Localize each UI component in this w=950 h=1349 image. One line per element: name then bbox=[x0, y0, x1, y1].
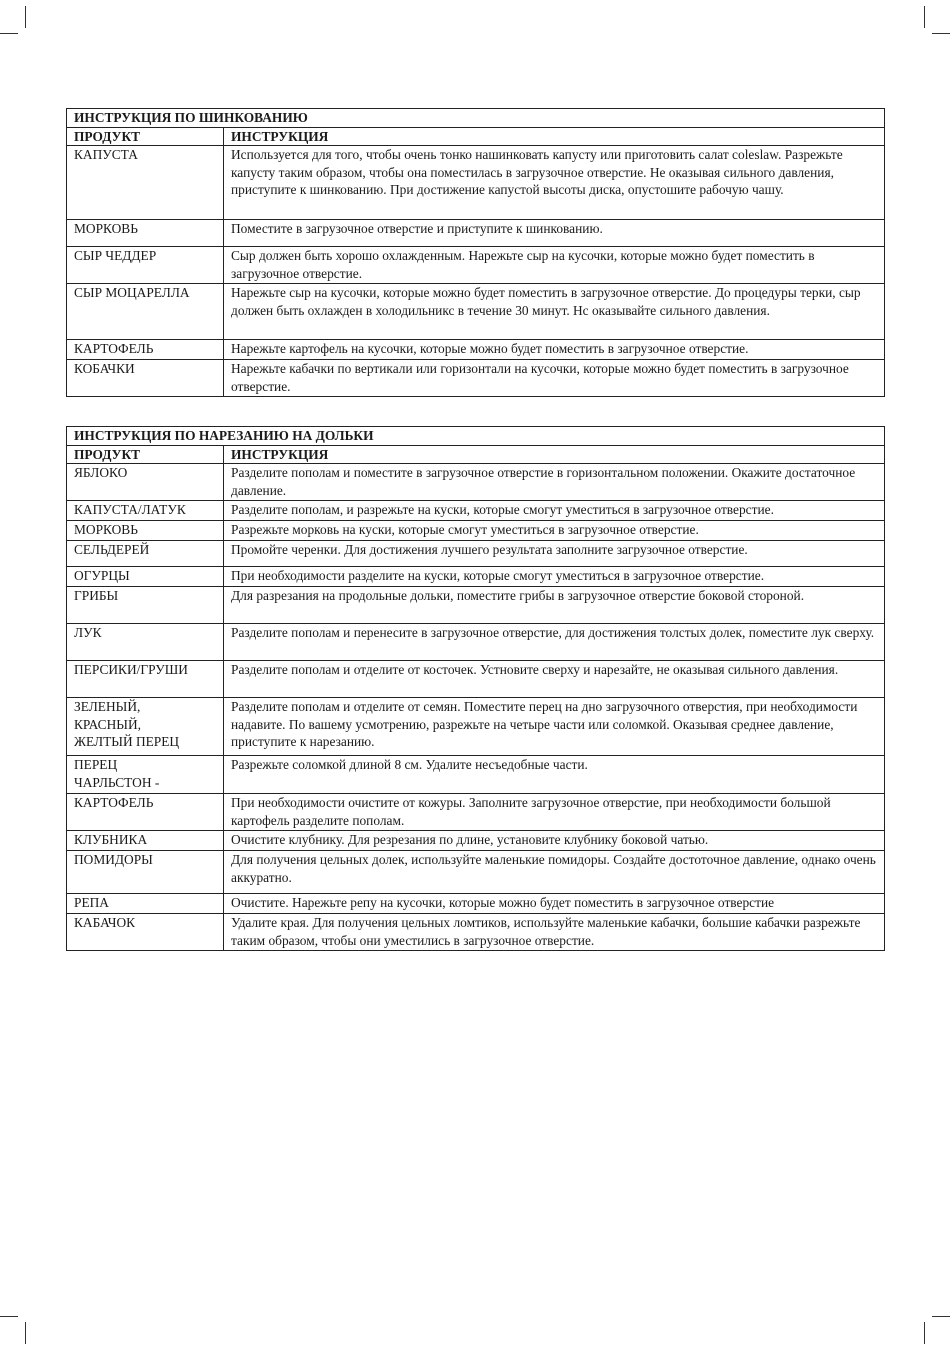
product-cell: ЯБЛОКО bbox=[67, 464, 224, 501]
instruction-cell: Разделите пополам и отделите от семян. Поместите перец на дно загрузочного отверстия, при необходимости надавите. По вашему усмотрению, разрежьте на четыре части или соломкой. Оказывая среднее давление, приступите к нарезанию. bbox=[224, 698, 885, 756]
table-title: ИНСТРУКЦИЯ ПО НАРЕЗАНИЮ НА ДОЛЬКИ bbox=[67, 427, 885, 446]
header-instruction: ИНСТРУКЦИЯ bbox=[224, 445, 885, 464]
product-cell: ЗЕЛЕНЫЙ, КРАСНЫЙ, ЖЕЛТЫЙ ПЕРЕЦ bbox=[67, 698, 224, 756]
crop-mark bbox=[932, 1316, 950, 1317]
header-product: ПРОДУКТ bbox=[67, 127, 224, 146]
table-row bbox=[67, 587, 885, 624]
table-row bbox=[67, 521, 885, 541]
product-cell: КЛУБНИКА bbox=[67, 831, 224, 851]
crop-mark bbox=[25, 6, 26, 28]
product-cell: КАПУСТА bbox=[67, 146, 224, 220]
instruction-cell: Разделите пополам и поместите в загрузочное отверстие в горизонтальном положении. Окажите достаточное давление. bbox=[224, 464, 885, 501]
product-cell: СЕЛЬДЕРЕЙ bbox=[67, 541, 224, 567]
instruction-cell: Разделите пополам и отделите от косточек. Устновите сверху и нарезайте, не оказывая сильного давления. bbox=[224, 661, 885, 698]
instruction-cell: Для разрезания на продольные дольки, поместите грибы в загрузочное отверстие боковой стороной. bbox=[224, 587, 885, 624]
instruction-cell: Нарежьте кабачки по вертикали или горизонтали на кусочки, которые можно будет поместить в загрузочное отверстие. bbox=[224, 360, 885, 397]
instruction-cell: Используется для того, чтобы очень тонко нашинковать капусту или приготовить салат coleslaw. Разрежьте капусту таким образом, чтобы она поместилась в загрузочное отверстие. Не оказывая сильного давления, приступите к шинкованию. При достижение капустой высоты диска, опустошите рабочую чашу. bbox=[224, 146, 885, 220]
table-row bbox=[67, 698, 885, 756]
product-cell: РЕПА bbox=[67, 894, 224, 914]
table-header-row bbox=[67, 127, 885, 146]
instruction-cell: Разделите пополам и перенесите в загрузочное отверстие, для достижения толстых долек, поместите лук сверху. bbox=[224, 624, 885, 661]
crop-mark bbox=[924, 1322, 925, 1344]
instruction-cell: Сыр должен быть хорошо охлажденным. Нарежьте сыр на кусочки, которые можно будет поместить в загрузочное отверстие. bbox=[224, 247, 885, 284]
table-header-row bbox=[67, 445, 885, 464]
product-cell: СЫР ЧЕДДЕР bbox=[67, 247, 224, 284]
table-row bbox=[67, 831, 885, 851]
table-row bbox=[67, 284, 885, 340]
product-cell: КОБАЧКИ bbox=[67, 360, 224, 397]
table-row bbox=[67, 894, 885, 914]
product-cell: КАРТОФЕЛЬ bbox=[67, 794, 224, 831]
instruction-cell: Поместите в загрузочное отверстие и приступите к шинкованию. bbox=[224, 220, 885, 247]
instruction-cell: При необходимости очистите от кожуры. Заполните загрузочное отверстие, при необходимости большой картофель разделите пополам. bbox=[224, 794, 885, 831]
instruction-cell: Разрежьте морковь на куски, которые смогут уместиться в загрузочное отверстие. bbox=[224, 521, 885, 541]
instruction-cell: Очистите. Нарежьте репу на кусочки, которые можно будет поместить в загрузочное отверстие bbox=[224, 894, 885, 914]
product-cell: СЫР МОЦАРЕЛЛА bbox=[67, 284, 224, 340]
instruction-cell: Очистите клубнику. Для резрезания по длине, установите клубнику боковой чатью. bbox=[224, 831, 885, 851]
instruction-cell: Нарежьте сыр на кусочки, которые можно будет поместить в загрузочное отверстие. До процедуры терки, сыр должен быть охлажден в холодильникс в течение 30 минут. Нс оказывайте сильного давления. bbox=[224, 284, 885, 340]
product-cell: ОГУРЦЫ bbox=[67, 567, 224, 587]
table-row bbox=[67, 146, 885, 220]
table-row bbox=[67, 756, 885, 794]
table-row bbox=[67, 624, 885, 661]
table-row bbox=[67, 220, 885, 247]
instruction-cell: Нарежьте картофель на кусочки, которые можно будет поместить в загрузочное отверстие. bbox=[224, 340, 885, 360]
product-cell: КАРТОФЕЛЬ bbox=[67, 340, 224, 360]
table-row bbox=[67, 851, 885, 894]
crop-mark bbox=[924, 6, 925, 28]
header-instruction: ИНСТРУКЦИЯ bbox=[224, 127, 885, 146]
table-title-row bbox=[67, 109, 885, 128]
instruction-cell: Для получения цельных долек, используйте маленькие помидоры. Создайте достоточное давление, однако очень аккуратно. bbox=[224, 851, 885, 894]
product-cell: КАБАЧОК bbox=[67, 914, 224, 951]
product-cell: ГРИБЫ bbox=[67, 587, 224, 624]
instruction-cell: При необходимости разделите на куски, которые смогут уместиться в загрузочное отверстие. bbox=[224, 567, 885, 587]
crop-mark bbox=[0, 1316, 18, 1317]
table-row bbox=[67, 914, 885, 951]
instruction-cell: Разрежьте соломкой длиной 8 см. Удалите несъедобные части. bbox=[224, 756, 885, 794]
crop-mark bbox=[0, 33, 18, 34]
product-cell: ПЕРЕЦ ЧАРЛЬСТОН - bbox=[67, 756, 224, 794]
table-title-row bbox=[67, 427, 885, 446]
instruction-cell: Промойте черенки. Для достижения лучшего результата заполните загрузочное отверстие. bbox=[224, 541, 885, 567]
table-row bbox=[67, 541, 885, 567]
table-row bbox=[67, 360, 885, 397]
crop-mark bbox=[932, 33, 950, 34]
product-cell: ПОМИДОРЫ bbox=[67, 851, 224, 894]
table-row bbox=[67, 661, 885, 698]
table-title: ИНСТРУКЦИЯ ПО ШИНКОВАНИЮ bbox=[67, 109, 885, 128]
slicing-table bbox=[66, 426, 885, 951]
table-row bbox=[67, 247, 885, 284]
instruction-cell: Разделите пополам, и разрежьте на куски, которые смогут уместиться в загрузочное отверстие. bbox=[224, 501, 885, 521]
header-product: ПРОДУКТ bbox=[67, 445, 224, 464]
shredding-table bbox=[66, 108, 885, 397]
product-cell: МОРКОВЬ bbox=[67, 521, 224, 541]
table-row bbox=[67, 501, 885, 521]
table-row bbox=[67, 340, 885, 360]
table-row bbox=[67, 567, 885, 587]
table-row bbox=[67, 794, 885, 831]
crop-mark bbox=[25, 1322, 26, 1344]
table-row bbox=[67, 464, 885, 501]
instruction-cell: Удалите края. Для получения цельных ломтиков, используйте маленькие кабачки, большие кабачки разрежьте таким образом, чтобы они уместились в загрузочное отверстие. bbox=[224, 914, 885, 951]
product-cell: ЛУК bbox=[67, 624, 224, 661]
product-cell: ПЕРСИКИ/ГРУШИ bbox=[67, 661, 224, 698]
product-cell: МОРКОВЬ bbox=[67, 220, 224, 247]
product-cell: КАПУСТА/ЛАТУК bbox=[67, 501, 224, 521]
